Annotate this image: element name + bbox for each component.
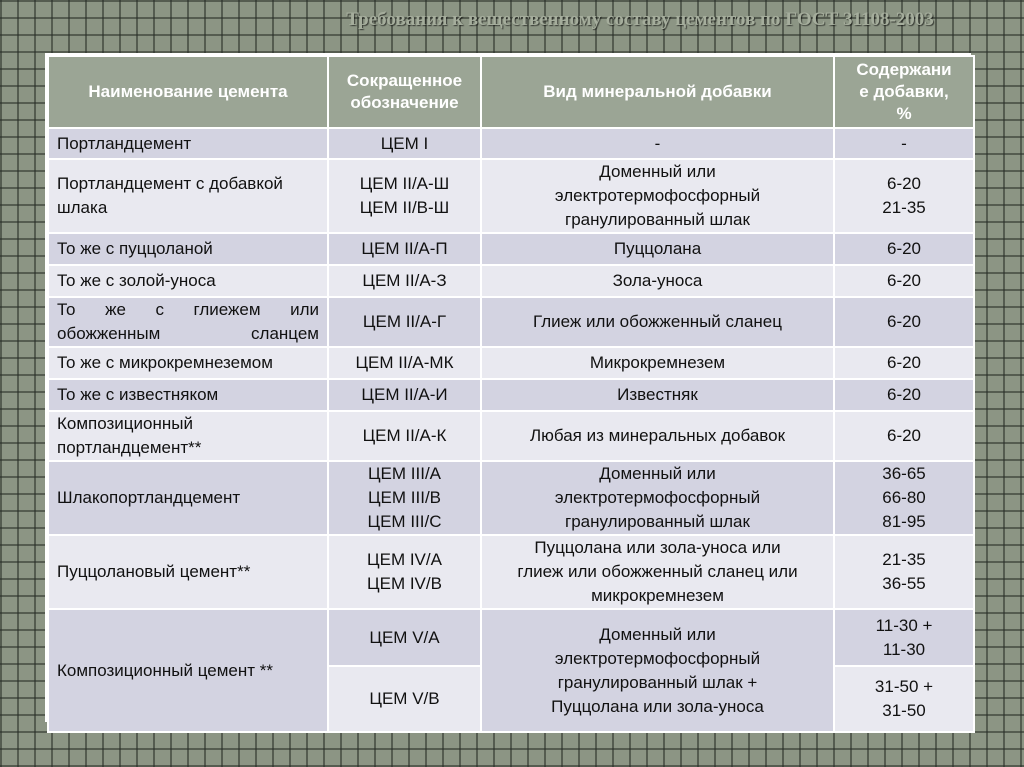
additive-cell: Доменный или электротермофосфорный гранулированный шлак [481, 461, 834, 535]
header-code: Сокращенное обозначение [328, 56, 481, 128]
additive-cell: Любая из минеральных добавок [481, 411, 834, 461]
cement-name-cell: Портландцемент [48, 128, 328, 159]
table-row [48, 265, 974, 297]
code-cell: ЦЕМ II/А-З [328, 265, 481, 297]
content-cell: 6-20 [834, 297, 974, 347]
additive-cell: - [481, 128, 834, 159]
code-cell: ЦЕМ I [328, 128, 481, 159]
table-row [48, 411, 974, 461]
cement-name-cell: То же с глиежем или обожженным сланцем [48, 297, 328, 347]
additive-cell: Глиеж или обожженный сланец [481, 297, 834, 347]
additive-cell: Зола-уноса [481, 265, 834, 297]
code-cell: ЦЕМ II/А-Ш ЦЕМ II/В-Ш [328, 159, 481, 233]
header-content: Содержани е добавки, % [834, 56, 974, 128]
slide-title: Требования к вещественному составу цементов по ГОСТ 31108-2003 [346, 9, 934, 30]
code-cell: ЦЕМ III/А ЦЕМ III/В ЦЕМ III/С [328, 461, 481, 535]
cement-name-cell: Композиционный цемент ** [48, 609, 328, 732]
additive-cell: Доменный или электротермофосфорный гранулированный шлак [481, 159, 834, 233]
cement-name-cell: То же с золой-уноса [48, 265, 328, 297]
table-row [48, 159, 974, 233]
table-row [48, 233, 974, 265]
additive-cell: Доменный или электротермофосфорный гранулированный шлак + Пуццолана или зола-уноса [481, 609, 834, 732]
content-cell: 6-20 [834, 411, 974, 461]
content-cell: 11-30 + 11-30 [834, 609, 974, 666]
content-cell: 36-65 66-80 81-95 [834, 461, 974, 535]
additive-cell: Известняк [481, 379, 834, 411]
additive-cell: Пуццолана [481, 233, 834, 265]
cement-name-cell: Портландцемент с добавкой шлака [48, 159, 328, 233]
content-cell: 6-20 21-35 [834, 159, 974, 233]
code-cell: ЦЕМ II/А-К [328, 411, 481, 461]
table-row [48, 461, 974, 535]
code-cell: ЦЕМ IV/А ЦЕМ IV/В [328, 535, 481, 609]
header-additive: Вид минеральной добавки [481, 56, 834, 128]
code-cell: ЦЕМ V/А [328, 609, 481, 666]
content-cell: 21-35 36-55 [834, 535, 974, 609]
table-row [48, 609, 974, 666]
table-row [48, 347, 974, 379]
cement-name-cell: Шлакопортландцемент [48, 461, 328, 535]
content-cell: 31-50 + 31-50 [834, 666, 974, 732]
cement-name-cell: То же с микрокремнеземом [48, 347, 328, 379]
content-cell: 6-20 [834, 347, 974, 379]
table-row [48, 379, 974, 411]
code-cell: ЦЕМ II/А-П [328, 233, 481, 265]
content-cell: 6-20 [834, 379, 974, 411]
cement-name-cell: То же с пуццоланой [48, 233, 328, 265]
additive-cell: Пуццолана или зола-уноса или глиеж или обожженный сланец или микрокремнезем [481, 535, 834, 609]
code-cell: ЦЕМ II/А-И [328, 379, 481, 411]
table-row [48, 535, 974, 609]
additive-cell: Микрокремнезем [481, 347, 834, 379]
content-cell: 6-20 [834, 233, 974, 265]
code-cell: ЦЕМ V/В [328, 666, 481, 732]
cement-name-cell: То же с известняком [48, 379, 328, 411]
code-cell: ЦЕМ II/А-Г [328, 297, 481, 347]
code-cell: ЦЕМ II/А-МК [328, 347, 481, 379]
header-name: Наименование цемента [48, 56, 328, 128]
table-row [48, 297, 974, 347]
content-cell: 6-20 [834, 265, 974, 297]
cement-spec-table [45, 53, 971, 722]
cement-name-cell: Пуццолановый цемент** [48, 535, 328, 609]
cement-name-cell: Композиционный портландцемент** [48, 411, 328, 461]
content-cell: - [834, 128, 974, 159]
table-row [48, 128, 974, 159]
header-row [48, 56, 974, 128]
